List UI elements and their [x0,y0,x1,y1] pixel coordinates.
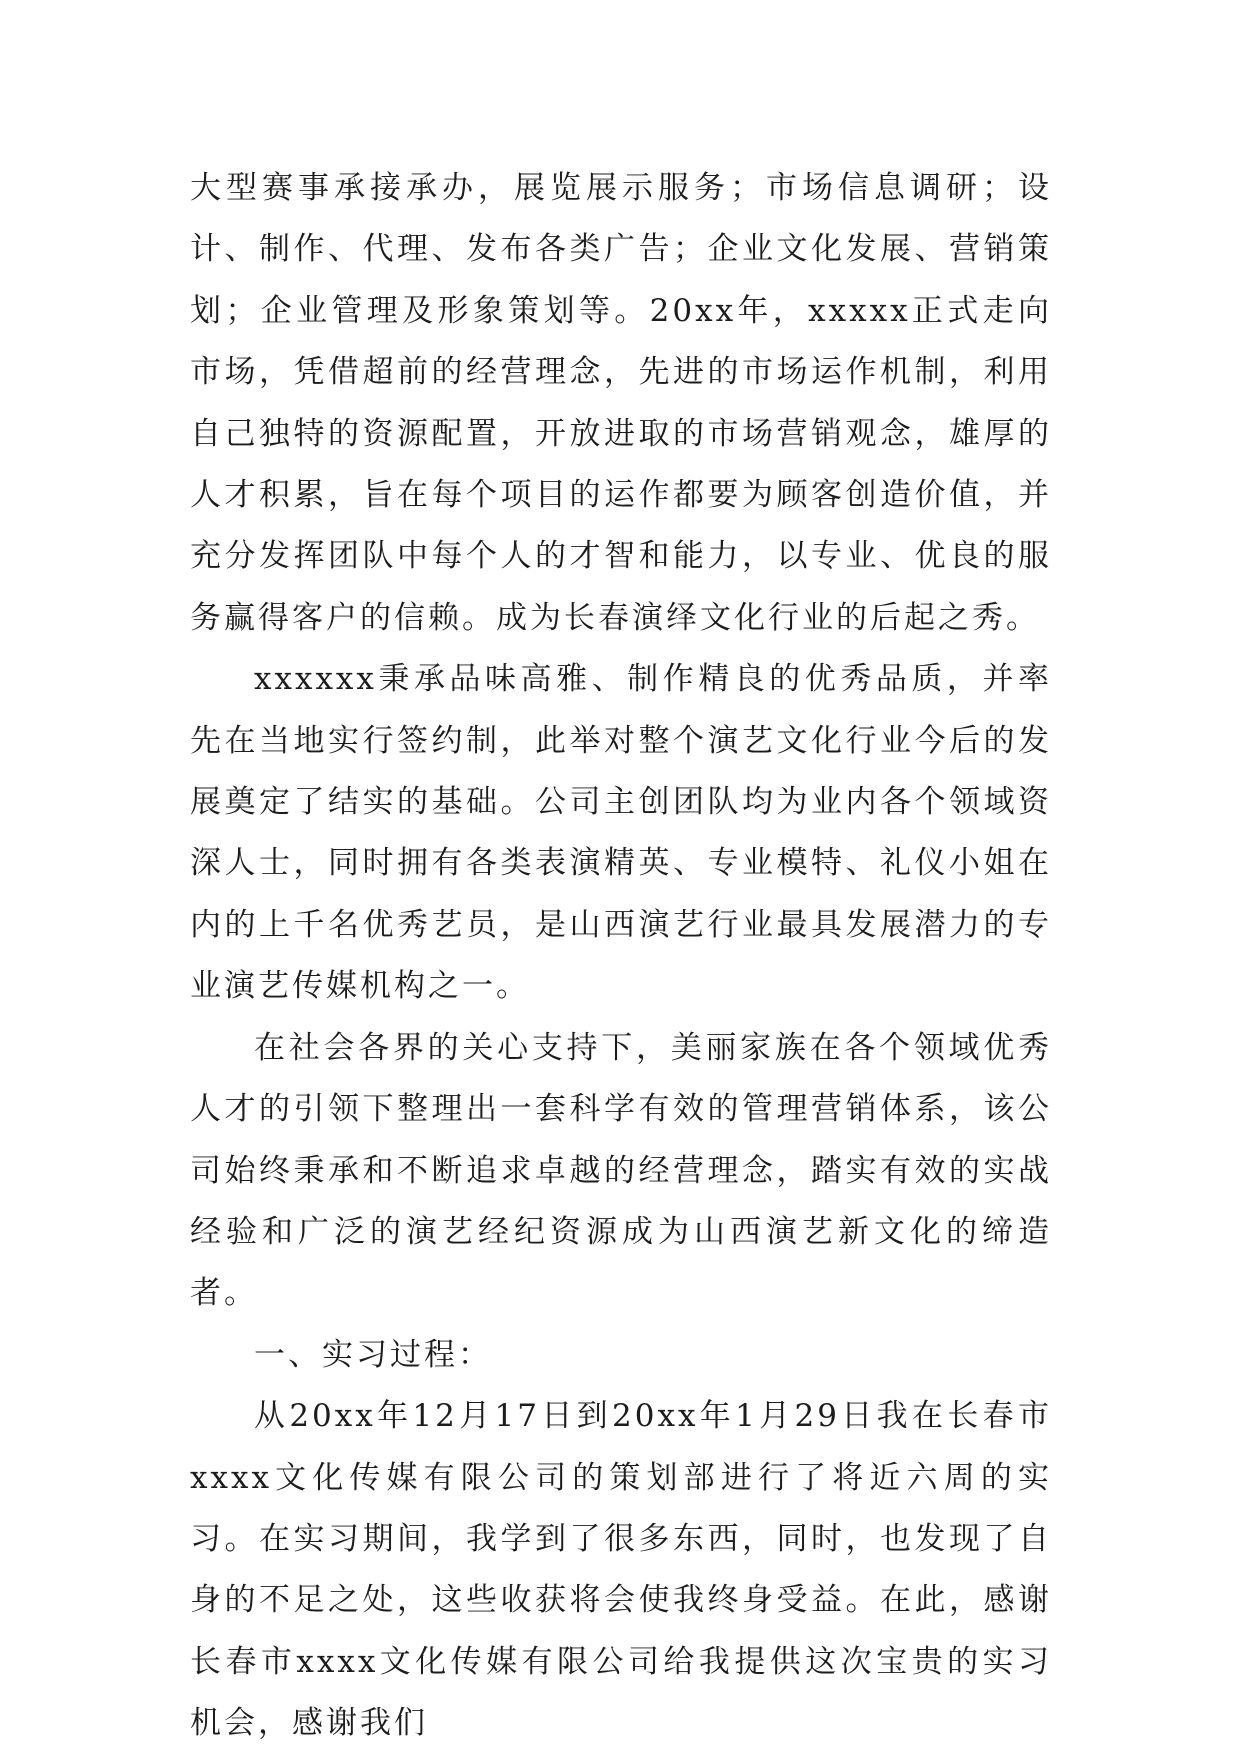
section-heading-internship-process: 一、实习过程： [254,1336,492,1373]
paragraph-internship-period: 从20xx年12月17日到20xx年1月29日我在长春市xxxx文化传媒有限公司的策划部进行了将近六周的实习。在实习期间，我学到了很多东西，同时，也发现了自身的不足之处，这些收获将会使我终身受益。在此，感谢长春市xxxx文化传媒有限公司给我提供这次宝贵的实习机会，感谢我们 [190,1398,1052,1742]
paragraph-company-services: 大型赛事承接承办，展览展示服务；市场信息调研；设计、制作、代理、发布各类广告；企业文化发展、营销策划；企业管理及形象策划等。20xx年，xxxxx正式走向市场，凭借超前的经营理念，先进的市场运作机制，利用自己独特的资源配置，开放进取的市场营销观念，雄厚的人才积累，旨在每个项目的运作都要为顾客创造价值，并充分发挥团队中每个人的才智和能力，以专业、优良的服务赢得客户的信赖。成为长春演绎文化行业的后起之秀。 [190,170,1052,636]
document-body [190,158,1052,1755]
paragraph-company-management: 在社会各界的关心支持下，美丽家族在各个领域优秀人才的引领下整理出一套科学有效的管理营销体系，该公司始终秉承和不断追求卓越的经营理念，踏实有效的实战经验和广泛的演艺经纪资源成为山西演艺新文化的缔造者。 [190,1029,1052,1312]
paragraph-company-quality: xxxxxx秉承品味高雅、制作精良的优秀品质，并率先在当地实行签约制，此举对整个演艺文化行业今后的发展奠定了结实的基础。公司主创团队均为业内各个领域资深人士，同时拥有各类表演精英、专业模特、礼仪小姐在内的上千名优秀艺员，是山西演艺行业最具发展潜力的专业演艺传媒机构之一。 [190,661,1052,1005]
